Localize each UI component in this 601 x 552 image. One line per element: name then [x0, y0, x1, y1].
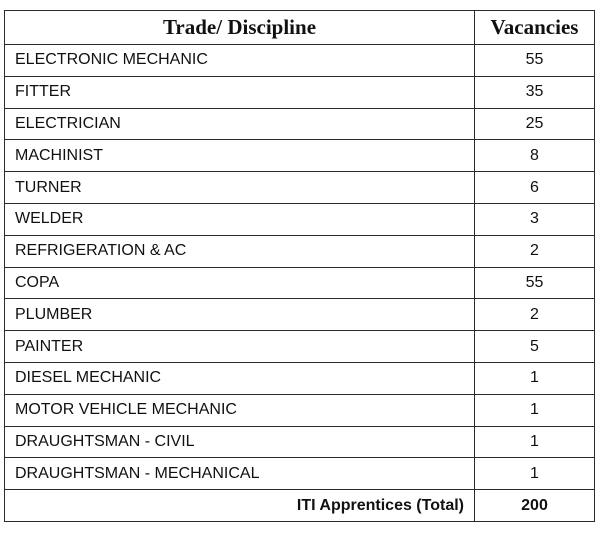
vacancies-cell: 8	[475, 140, 595, 172]
trade-cell: PLUMBER	[5, 299, 475, 331]
table-header-row	[5, 11, 595, 45]
trade-cell: MOTOR VEHICLE MECHANIC	[5, 394, 475, 426]
trade-cell: WELDER	[5, 203, 475, 235]
trade-cell: MACHINIST	[5, 140, 475, 172]
vacancies-cell: 1	[475, 426, 595, 458]
total-value: 200	[475, 490, 595, 522]
vacancies-cell: 35	[475, 76, 595, 108]
document-page	[4, 10, 594, 540]
table-row	[5, 45, 595, 77]
trade-cell: ELECTRICIAN	[5, 108, 475, 140]
trade-cell: DIESEL MECHANIC	[5, 362, 475, 394]
vacancy-table	[4, 10, 595, 522]
table-row	[5, 235, 595, 267]
trade-cell: COPA	[5, 267, 475, 299]
table-row	[5, 76, 595, 108]
vacancies-cell: 1	[475, 394, 595, 426]
table-row	[5, 108, 595, 140]
trade-cell: REFRIGERATION & AC	[5, 235, 475, 267]
trade-column-header: Trade/ Discipline	[5, 11, 475, 45]
table-row	[5, 458, 595, 490]
vacancies-cell: 6	[475, 172, 595, 204]
trade-cell: DRAUGHTSMAN - CIVIL	[5, 426, 475, 458]
vacancies-column-header: Vacancies	[475, 11, 595, 45]
trade-cell: DRAUGHTSMAN - MECHANICAL	[5, 458, 475, 490]
table-row	[5, 362, 595, 394]
total-row	[5, 490, 595, 522]
total-label: ITI Apprentices (Total)	[5, 490, 475, 522]
vacancies-cell: 55	[475, 45, 595, 77]
trade-cell: TURNER	[5, 172, 475, 204]
trade-cell: FITTER	[5, 76, 475, 108]
vacancies-cell: 2	[475, 235, 595, 267]
table-row	[5, 299, 595, 331]
trade-cell: PAINTER	[5, 331, 475, 363]
vacancies-cell: 2	[475, 299, 595, 331]
vacancies-cell: 55	[475, 267, 595, 299]
vacancies-cell: 1	[475, 458, 595, 490]
table-row	[5, 267, 595, 299]
vacancies-cell: 25	[475, 108, 595, 140]
table-row	[5, 203, 595, 235]
table-row	[5, 426, 595, 458]
vacancies-cell: 1	[475, 362, 595, 394]
vacancies-cell: 3	[475, 203, 595, 235]
table-row	[5, 172, 595, 204]
vacancies-cell: 5	[475, 331, 595, 363]
table-row	[5, 140, 595, 172]
table-row	[5, 331, 595, 363]
trade-cell: ELECTRONIC MECHANIC	[5, 45, 475, 77]
table-row	[5, 394, 595, 426]
